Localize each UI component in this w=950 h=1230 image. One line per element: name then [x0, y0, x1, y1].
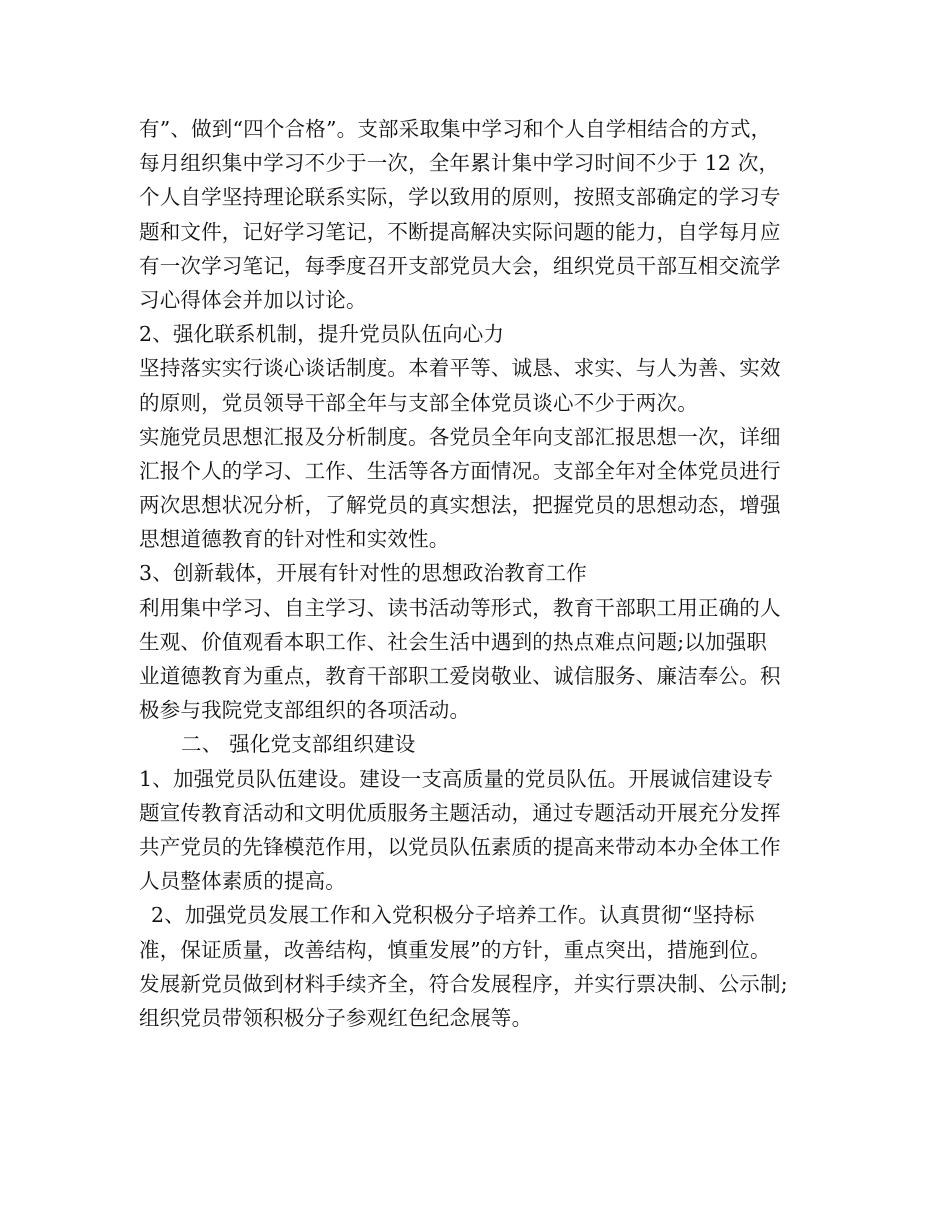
- text-line: 生观、价值观看本职工作、社会生活中遇到的热点难点问题;以加强职: [139, 629, 768, 654]
- text-line: 极参与我院党支部组织的各项活动。: [139, 698, 471, 723]
- text-line: 1、加强党员队伍建设。建设一支高质量的党员队伍。开展诚信建设专: [139, 766, 774, 791]
- text-line: 业道德教育为重点，教育干部职工爱岗敬业、诚信服务、廉洁奉公。积: [139, 664, 781, 688]
- text-line: 利用集中学习、自主学习、读书活动等形式，教育干部职工用正确的人: [139, 595, 781, 620]
- text-line: 两次思想状况分析，了解党员的真实想法，把握党员的思想动态，增强: [139, 493, 781, 518]
- section-heading: 2、强化联系机制，提升党员队伍向心力: [139, 322, 505, 347]
- text-line: 共产党员的先锋模范作用，以党员队伍素质的提高来带动本办全体工作: [139, 834, 781, 859]
- text-line: 人员整体素质的提高。: [139, 869, 346, 894]
- text-line: 每月组织集中学习不少于一次，全年累计集中学习时间不少于 12 次，: [139, 151, 780, 176]
- text-line: 组织党员带领积极分子参观红色纪念展等。: [139, 1005, 533, 1030]
- section-heading: 3、创新载体，开展有针对性的思想政治教育工作: [139, 561, 587, 586]
- chapter-heading: 二、 强化党支部组织建设: [181, 732, 416, 757]
- document-body: [139, 112, 839, 1035]
- text-line: 汇报个人的学习、工作、生活等各方面情况。支部全年对全体党员进行: [139, 458, 781, 483]
- text-line: 有”、做到“四个合格”。支部采取集中学习和个人自学相结合的方式，: [139, 117, 772, 141]
- text-line: 有一次学习笔记，每季度召开支部党员大会，组织党员干部互相交流学: [139, 253, 781, 278]
- text-line: 习心得体会并加以讨论。: [139, 287, 367, 312]
- text-line: 个人自学坚持理论联系实际，学以致用的原则，按照支部确定的学习专: [139, 185, 781, 210]
- text-line: 2、加强党员发展工作和入党积极分子培养工作。认真贯彻“坚持标: [151, 903, 755, 928]
- text-line: 发展新党员做到材料手续齐全，符合发展程序，并实行票决制、公示制;: [139, 971, 788, 996]
- text-line: 坚持落实实行谈心谈话制度。本着平等、诚恳、求实、与人为善、实效: [139, 356, 781, 381]
- text-line: 实施党员思想汇报及分析制度。各党员全年向支部汇报思想一次，详细: [139, 424, 781, 449]
- text-line: 思想道德教育的针对性和实效性。: [139, 527, 450, 552]
- text-line: 的原则，党员领导干部全年与支部全体党员谈心不少于两次。: [139, 390, 698, 415]
- text-line: 题宣传教育活动和文明优质服务主题活动，通过专题活动开展充分发挥: [139, 800, 781, 825]
- text-line: 题和文件，记好学习笔记，不断提高解决实际问题的能力，自学每月应: [139, 219, 781, 244]
- text-line: 准，保证质量，改善结构，慎重发展”的方针，重点突出，措施到位。: [139, 937, 771, 962]
